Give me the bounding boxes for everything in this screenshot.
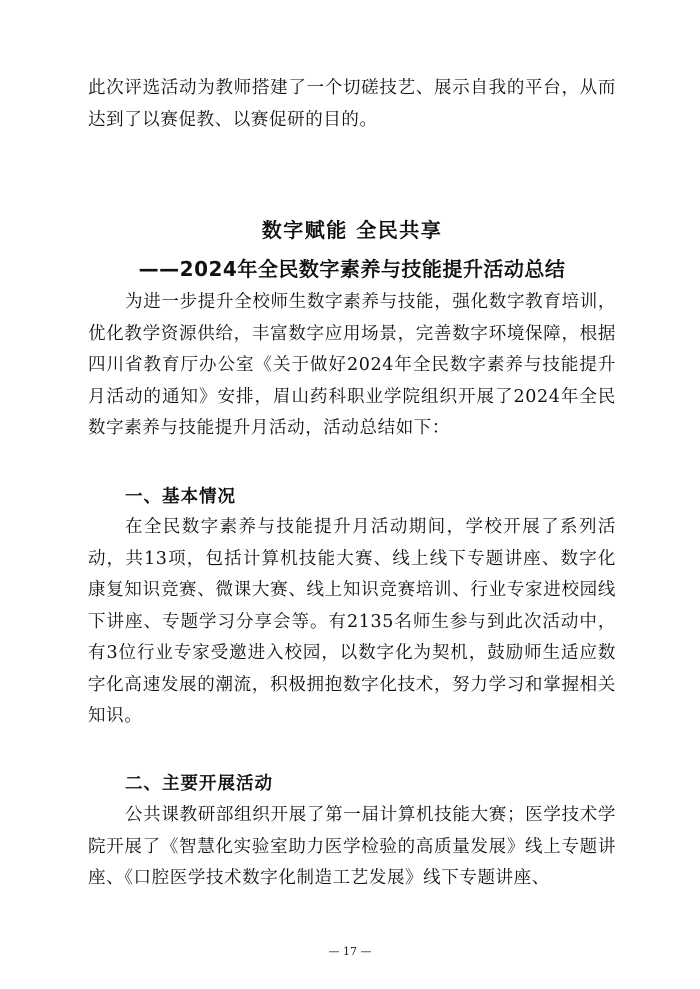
- section-basic-situation-body: 在全民数字素养与技能提升月活动期间，学校开展了系列活动，共13项，包括计算机技能大赛、线上线下专题讲座、数字化康复知识竞赛、微课大赛、线上知识竞赛培训、行业专家进校园线下讲座、专题学习分享会等。有2135名师生参与到此次活动中，有3位行业专家受邀进入校园，以数字化为契机，鼓励师生适应数字化高速发展的潮流，积极拥抱数字化技术，努力学习和掌握相关知识。: [88, 517, 616, 726]
- page-number: — 17 —: [328, 945, 372, 958]
- previous-article-closing-paragraph: 此次评选活动为教师搭建了一个切磋技艺、展示自我的平台，从而达到了以赛促教、以赛促研的目的。: [88, 78, 616, 130]
- section-heading-main-activities: 二、主要开展活动: [125, 774, 273, 794]
- article-subtitle: ——2024年全民数字素养与技能提升活动总结: [138, 257, 566, 281]
- article-title: 数字赋能 全民共享: [261, 218, 443, 242]
- section-heading-basic-situation: 一、基本情况: [125, 487, 236, 507]
- section-main-activities-body: 公共课教研部组织开展了第一届计算机技能大赛；医学技术学院开展了《智慧化实验室助力医学检验的高质量发展》线上专题讲座、《口腔医学技术数字化制造工艺发展》线下专题讲座、: [88, 805, 616, 888]
- article-intro-paragraph: 为进一步提升全校师生数字素养与技能，强化数字教育培训，优化教学资源供给，丰富数字应用场景，完善数字环境保障，根据四川省教育厅办公室《关于做好2024年全民数字素养与技能提升月活动的通知》安排，眉山药科职业学院组织开展了2024年全民数字素养与技能提升月活动，活动总结如下：: [88, 292, 616, 438]
